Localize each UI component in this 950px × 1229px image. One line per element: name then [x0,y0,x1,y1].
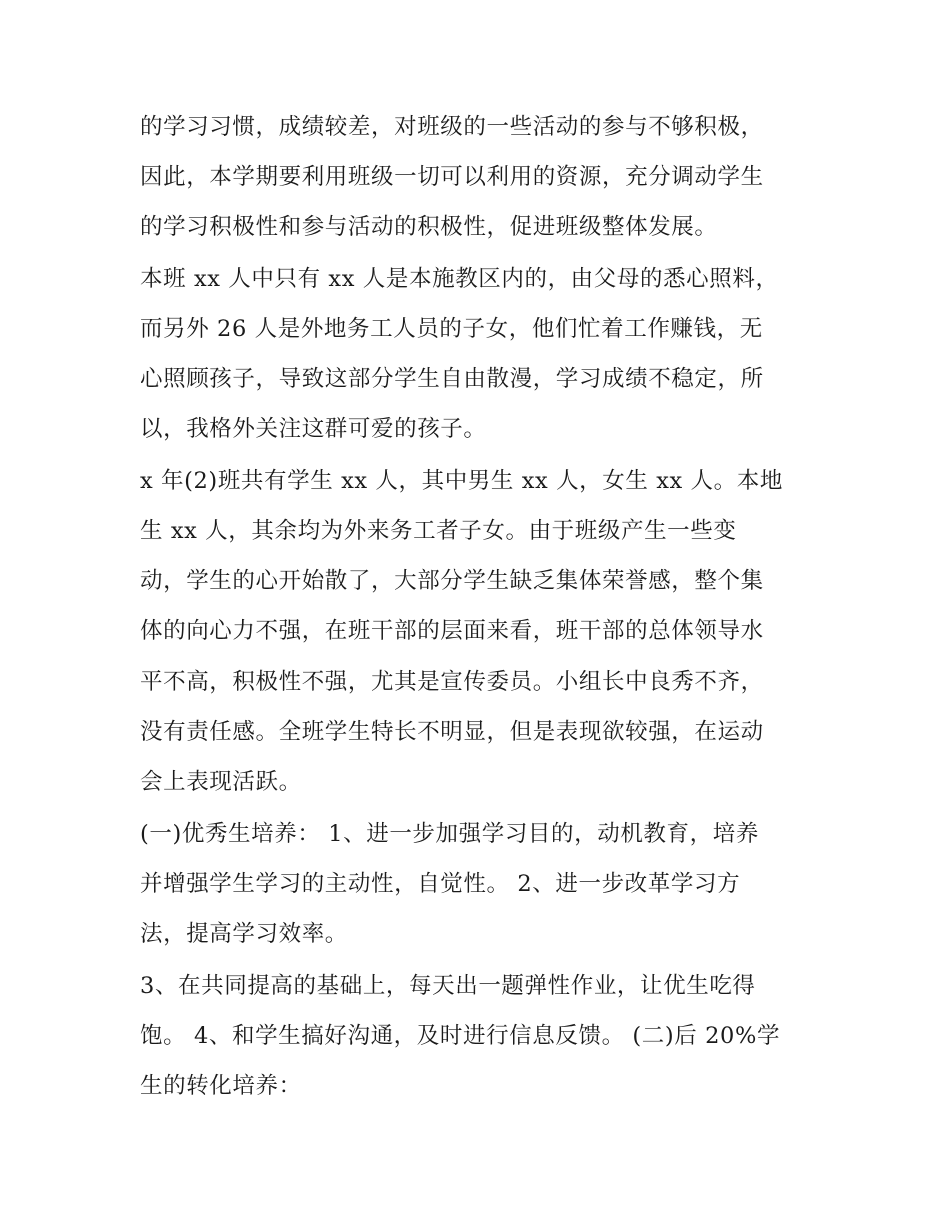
text-line: 体的向心力不强，在班干部的层面来看，班干部的总体领导水 [140,618,764,644]
text-line: 3、在共同提高的基础上，每天出一题弹性作业，让优生吃得 [140,973,756,999]
text-line: 平不高，积极性不强，尤其是宣传委员。小组长中良秀不齐， [140,669,764,695]
text-line: 因此，本学期要利用班级一切可以利用的资源，充分调动学生 [140,164,764,190]
text-line: 的学习积极性和参与活动的积极性，促进班级整体发展。 [140,214,718,240]
text-line: 而另外 26 人是外地务工人员的子女，他们忙着工作赚钱，无 [140,316,763,342]
text-line: 动，学生的心开始散了，大部分学生缺乏集体荣誉感，整个集 [140,568,764,594]
text-line: 生 xx 人，其余均为外来务工者子女。由于班级产生一些变 [140,518,737,544]
text-line: 本班 xx 人中只有 xx 人是本施教区内的，由父母的悉心照料， [140,266,779,292]
text-line: (一)优秀生培养： 1、进一步加强学习目的，动机教育，培养 [140,821,759,847]
text-line: x 年(2)班共有学生 xx 人，其中男生 xx 人，女生 xx 人。本地 [140,468,783,494]
text-line: 饱。 4、和学生搞好沟通，及时进行信息反馈。 (二)后 20%学 [140,1023,781,1049]
text-line: 会上表现活跃。 [140,769,302,795]
text-line: 心照顾孩子，导致这部分学生自由散漫，学习成绩不稳定，所 [140,366,764,392]
text-line: 没有责任感。全班学生特长不明显，但是表现欲较强，在运动 [140,719,764,745]
text-line: 法，提高学习效率。 [140,921,348,947]
text-line: 的学习习惯，成绩较差，对班级的一些活动的参与不够积极， [140,114,764,140]
text-line: 并增强学生学习的主动性，自觉性。 2、进一步改革学习方 [140,871,741,897]
text-line: 以，我格外关注这群可爱的孩子。 [140,416,487,442]
text-line: 生的转化培养： [140,1073,302,1099]
